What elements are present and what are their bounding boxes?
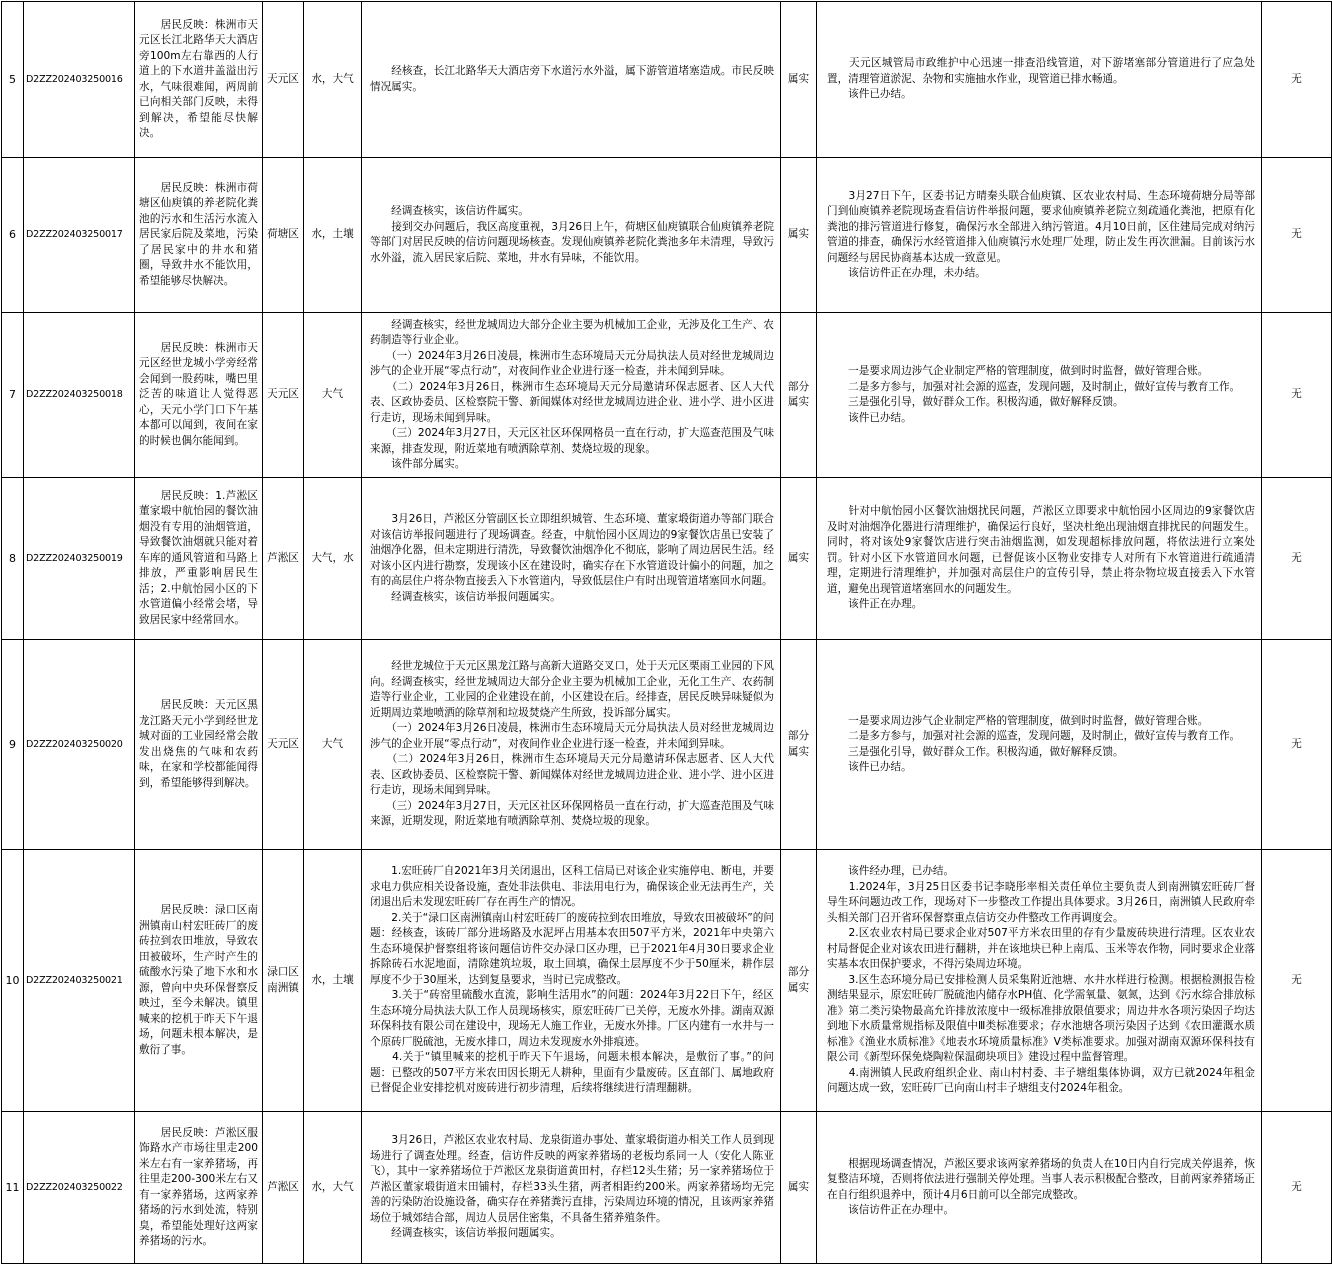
investigation-findings: 3月26日，芦淞区农业农村局、龙泉街道办事处、董家塅街道办相关工作人员到现场进行了调查处理。经查，信访件反映的两家养猪场的老板均系同一人（安化人陈亚飞），其中一家养猪场位于芦淞区龙泉街道黄田村，存栏12头生猪；另一家养猪场位于芦淞区董家塅街道末田铺村，存栏33头生猪，两者相距约200米。两家养猪场均无完善的污染防治设施设备，确实存在养猪粪污直排，污染周边环境的情况，且该两家养猪场位于城郊结合部，周边人员居住密集，不具备生猪养殖条件。 经调查核实，该信访举报问题属实。 — [362, 1112, 781, 1264]
verification-result: 部分属实 — [781, 313, 817, 478]
complaint-description: 居民反映：1.芦淞区董家塅中航怡园的餐饮油烟没有专用的油烟管道，导致餐饮油烟就只能对着车库的通风管道和马路上排放，严重影响居民生活；2.中航怡园小区的下水管道偏小经常会堵，导致居民家中经常回水。 — [135, 478, 263, 640]
complaint-description: 居民反映：渌口区南洲镇南山村宏旺砖厂的废砖拉到农田堆放，导致农田被破坏，生产时产生的硫酸水污染了地下水和水源，曾向中央环保督察反映过，至今未解决。镇里喊来的挖机于昨天下午退场，问题未根本解决，是敷衍了事。 — [135, 850, 263, 1112]
row-number: 10 — [2, 850, 24, 1112]
handling-actions: 该件经办理，已办结。 1.2024年，3月25日区委书记李晓彤率相关责任单位主要负责人到南洲镇宏旺砖厂督导生环问题边改工作，现场对下一步整改工作提出具体要求。3月26日，南洲镇人民政府牵头相关部门召开省环保督察重点信访交办件整改工作再调度会。 2.区农业农村局已要求企业对507平方米农田里的存有少量废砖块进行清理。区农业农村局督促企业对该农田进行翻耕，并在该地块已种上南瓜、玉米等农作物，同时要求企业落实基本农田保护要求，不得污染周边环境。 3.区生态环境分局已安排检测人员采集附近池塘、水井水样进行检测。根据检测报告检测结果显示，原宏旺砖厂脱硫池内储存水PH值、化学需氧量、氨氮，达到《污水综合排放标准》第二类污染物最高允许排放浓度中一级标准排放限值要求；周边井水各项污染因子均达到地下水质量常规指标及限值中Ⅲ类标准要求；存水池塘各项污染因子达到《农田灌溉水质标准》《渔业水质标准》《地表水环境质量标准》Ⅴ类标准要求。加强对湖南双源环保科技有限公司《新型环保免烧陶粒保温砌块项目》建设过程中监督管理。 4.南洲镇人民政府组织企业、南山村村委、丰子塘组集体协调，双方已就2024年租金问题达成一致，宏旺砖厂已向南山村丰子塘组支付2024年租金。 — [817, 850, 1262, 1112]
case-code: D2ZZ202403250022 — [24, 1112, 135, 1264]
verification-result: 部分属实 — [781, 640, 817, 850]
verification-result: 属实 — [781, 158, 817, 313]
case-code: D2ZZ202403250016 — [24, 2, 135, 158]
complaint-description: 居民反映：天元区黑龙江路天元小学到经世龙城对面的工业园经常会散发出烧焦的气味和农药味，在家和学校都能闻得到，希望能够得到解决。 — [135, 640, 263, 850]
district: 芦淞区 — [263, 1112, 304, 1264]
handling-actions: 针对中航怡园小区餐饮油烟扰民问题，芦淞区立即要求中航怡园小区周边的9家餐饮店及时对油烟净化器进行清理维护，确保运行良好，坚决杜绝出现油烟直排扰民的问题发生。同时，将对该处9家餐饮店进行突击油烟监测，如发现超标排放问题，将依法进行立案处罚。针对小区下水管道回水问题，已督促该小区物业安排专人对所有下水管道进行疏通清理，定期进行清理维护，并加强对高层住户的宣传引导，禁止将杂物垃圾直接丢入下水管道，避免出现管道堵塞回水的问题发生。 该件正在办理。 — [817, 478, 1262, 640]
complaint-description: 居民反映：株洲市荷塘区仙庾镇的养老院化粪池的污水和生活污水流入居民家后院及菜地，污染了居民家中的井水和猪圈，导致井水不能饮用，希望能够尽快解决。 — [135, 158, 263, 313]
accountability-flag: 无 — [1262, 1112, 1332, 1264]
accountability-flag: 无 — [1262, 313, 1332, 478]
complaint-table — [1, 1, 1332, 1264]
row-number: 11 — [2, 1112, 24, 1264]
complaint-description: 居民反映：株洲市天元区长江北路华天大酒店旁100m左右靠西的人行道上的下水道井盖溢出污水，气味很难闻，两周前已向相关部门反映，未得到解决，希望能尽快解决。 — [135, 2, 263, 158]
handling-actions: 3月27日下午，区委书记方晴秦头联合仙庾镇、区农业农村局、生态环境荷塘分局等部门到仙庾镇养老院现场查看信访件举报问题，要求仙庾镇养老院立刻疏通化粪池，把原有化粪池的排污管道进行修复，确保污水全部进入纳污管道。4月10日前，区住建局完成对纳污管道的排查，确保污水经管道排入仙庾镇污水处理厂处理，防止发生再次泄漏。目前该污水问题经与居民协商基本达成一致意见。 该信访件正在办理，未办结。 — [817, 158, 1262, 313]
verification-result: 属实 — [781, 2, 817, 158]
complaint-description: 居民反映：株洲市天元区经世龙城小学旁经常会闻到一股药味，嘴巴里泛苦的味道让人觉得恶心，天元小学门口下午基本都可以闻到，夜间在家的时候也偶尔能闻到。 — [135, 313, 263, 478]
investigation-findings: 经世龙城位于天元区黑龙江路与高新大道路交叉口，处于天元区栗雨工业园的下风向。经调查核实，经世龙城周边大部分企业主要为机械加工企业，无化工生产、农药制造等行业企业，工业园的企业建设在前，小区建设在后。经排查，居民反映异味疑似为近期周边菜地喷洒的除草剂和垃圾焚烧产生所致，投诉部分属实。 （一）2024年3月26日凌晨，株洲市生态环境局天元分局执法人员对经世龙城周边涉气的企业开展“零点行动”，对夜间作业企业进行逐一检查，并未闻到异味。 （二）2024年3月26日，株洲市生态环境局天元分局邀请环保志愿者、区人大代表、区政协委员、区检察院干警、新闻媒体对经世龙城周边进企业、进小学、进小区进行走访，现场未闻到异味。 （三）2024年3月27日，天元区社区环保网格员一直在行动，扩大巡查范围及气味来源，近期发现，附近菜地有喷洒除草剂、焚烧垃圾的现象。 — [362, 640, 781, 850]
investigation-findings: 1.宏旺砖厂自2021年3月关闭退出，区科工信局已对该企业实施停电、断电，并要求电力供应相关设备设施，查处非法供电、非法用电行为，确保该企业无法再生产，关闭退出后未发现宏旺砖厂存在再生产的情况。 2.关于“渌口区南洲镇南山村宏旺砖厂的废砖拉到农田堆放，导致农田被破坏”的问题：经核查，该砖厂部分进场路及水泥坪占用基本农田507平方米，2021年中央第六生态环境保护督察组将该问题信访件交办渌口区办理，已于2021年4月30日要求企业拆除砖石水泥地面，清除建筑垃圾，取土回填，确保土层厚度不少于50厘米，耕作层厚度不少于30厘米，达到复垦要求，当时已完成整改。 3.关于“砖窑里硫酸水直流，影响生活用水”的问题：2024年3月22日下午，经区生态环境分局执法大队工作人员现场核实，原宏旺砖厂已关停，无废水外排。湖南双源环保科技有限公司在建设中，现场无人施工作业，无废水外排。厂区内建有一水井与一个原砖厂脱硫池，无废水排口，周边未发现废水外排痕迹。 4.关于“镇里喊来的挖机于昨天下午退场，问题未根本解决，是敷衍了事。”的问题：已整改的507平方米农田因长期无人耕种，里面有少量废砖。区直部门、属地政府已督促企业安排挖机对废砖进行初步清理，后续将继续进行清理翻耕。 — [362, 850, 781, 1112]
handling-actions: 一是要求周边涉气企业制定严格的管理制度，做到时时监督，做好管理合账。 二是多方参与，加强对社会源的巡查，发现问题，及时制止，做好宣传与教育工作。 三是强化引导，做好群众工作。积极沟通，做好解释反馈。 该件已办结。 — [817, 313, 1262, 478]
handling-actions: 一是要求周边涉气企业制定严格的管理制度，做到时时监督，做好管理合账。 二是多方参与，加强对社会源的巡查，发现问题，及时制止，做好宣传与教育工作。 三是强化引导，做好群众工作。积极沟通，做好解释反馈。 该件已办结。 — [817, 640, 1262, 850]
table-row — [2, 1112, 1332, 1264]
table-row — [2, 158, 1332, 313]
accountability-flag: 无 — [1262, 158, 1332, 313]
pollution-type: 大气 — [304, 640, 362, 850]
pollution-type: 水，土壤 — [304, 850, 362, 1112]
district: 天元区 — [263, 640, 304, 850]
row-number: 9 — [2, 640, 24, 850]
case-code: D2ZZ202403250019 — [24, 478, 135, 640]
case-code: D2ZZ202403250018 — [24, 313, 135, 478]
accountability-flag: 无 — [1262, 478, 1332, 640]
verification-result: 属实 — [781, 1112, 817, 1264]
row-number: 7 — [2, 313, 24, 478]
table-row — [2, 478, 1332, 640]
pollution-type: 水，大气 — [304, 2, 362, 158]
verification-result: 属实 — [781, 478, 817, 640]
investigation-findings: 经调查核实，经世龙城周边大部分企业主要为机械加工企业，无涉及化工生产、农药制造等行业企业。 （一）2024年3月26日凌晨，株洲市生态环境局天元分局执法人员对经世龙城周边涉气的企业开展“零点行动”，对夜间作业企业进行逐一检查，并未闻到异味。 （二）2024年3月26日，株洲市生态环境局天元分局邀请环保志愿者、区人大代表、区政协委员、区检察院干警、新闻媒体对经世龙城周边进企业、进小学、进小区进行走访，现场未闻到异味。 （三）2024年3月27日，天元区社区环保网格员一直在行动，扩大巡查范围及气味来源，排查发现，附近菜地有喷洒除草剂、焚烧垃圾的现象。 该件部分属实。 — [362, 313, 781, 478]
handling-actions: 根据现场调查情况，芦淞区要求该两家养猪场的负责人在10日内自行完成关停退养，恢复整洁环境，否则将依法进行强制关停处理。当事人表示积极配合整改，目前两家养猪场正在自行组织退养中，预计4月6日前可以全部完成整改。 该信访件正在办理中。 — [817, 1112, 1262, 1264]
pollution-type: 大气 — [304, 313, 362, 478]
handling-actions: 天元区城管局市政维护中心迅速一排查沿线管道，对下游堵塞部分管道进行了应急处置，清理管道淤泥、杂物和实施抽水作业，现管道已排水畅通。 该件已办结。 — [817, 2, 1262, 158]
complaint-description: 居民反映：芦淞区服饰路水产市场往里走200米左右有一家养猪场，再往里走200-300米左右又有一家养猪场，这两家养猪场的污水到处流，特别臭，希望能处理好这两家养猪场的污水。 — [135, 1112, 263, 1264]
pollution-type: 水，土壤 — [304, 158, 362, 313]
row-number: 5 — [2, 2, 24, 158]
case-code: D2ZZ202403250020 — [24, 640, 135, 850]
district: 天元区 — [263, 2, 304, 158]
case-code: D2ZZ202403250021 — [24, 850, 135, 1112]
district: 荷塘区 — [263, 158, 304, 313]
case-code: D2ZZ202403250017 — [24, 158, 135, 313]
accountability-flag: 无 — [1262, 2, 1332, 158]
accountability-flag: 无 — [1262, 850, 1332, 1112]
table-row — [2, 313, 1332, 478]
row-number: 6 — [2, 158, 24, 313]
table-row — [2, 2, 1332, 158]
table-row — [2, 640, 1332, 850]
row-number: 8 — [2, 478, 24, 640]
accountability-flag: 无 — [1262, 640, 1332, 850]
verification-result: 部分属实 — [781, 850, 817, 1112]
investigation-findings: 经核查，长江北路华天大酒店旁下水道污水外溢，属下游管道堵塞造成。市民反映情况属实。 — [362, 2, 781, 158]
district: 芦淞区 — [263, 478, 304, 640]
pollution-type: 大气，水 — [304, 478, 362, 640]
investigation-findings: 3月26日，芦淞区分管副区长立即组织城管、生态环境、董家塅街道办等部门联合对该信访举报问题进行了现场调查。经查，中航怡园小区周边的9家餐饮店虽已安装了油烟净化器，但未定期进行清洗，导致餐饮油烟净化不彻底，影响了周边居民生活。经对该小区内进行勘察，发现该小区在建设时，确实存在下水管道设计偏小的问题，加之有的高层住户将杂物直接丢入下水管道内，导致低层住户有时出现管道堵塞回水问题。 经调查核实，该信访举报问题属实。 — [362, 478, 781, 640]
investigation-findings: 经调查核实，该信访件属实。 接到交办问题后，我区高度重视，3月26日上午，荷塘区仙庾镇联合仙庾镇养老院等部门对居民反映的信访问题现场核查。发现仙庾镇养老院化粪池多年未清理，导致污水外溢，流入居民家后院、菜地，井水有异味，不能饮用。 — [362, 158, 781, 313]
table-row — [2, 850, 1332, 1112]
pollution-type: 水，大气 — [304, 1112, 362, 1264]
district: 天元区 — [263, 313, 304, 478]
district: 渌口区南洲镇 — [263, 850, 304, 1112]
